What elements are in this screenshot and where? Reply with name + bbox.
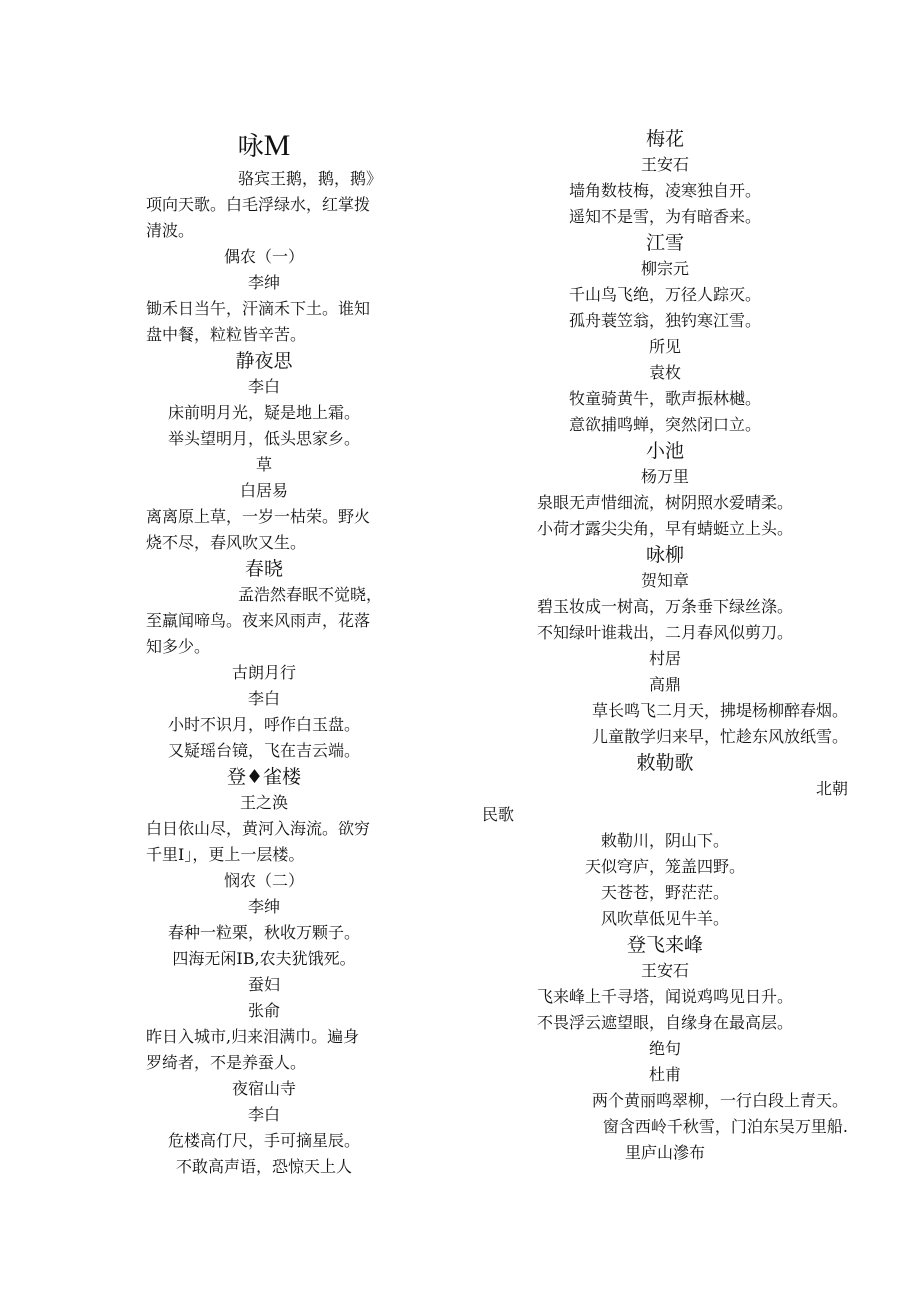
poem-author: 北朝 — [815, 779, 848, 798]
poem-text-line: 床前明月光，疑是地上霜。 — [167, 403, 360, 422]
poem-title: 绝句 — [648, 1039, 681, 1058]
poem-text-line: 敕勒川，阴山下。 — [600, 831, 729, 850]
poem-text-line: 四海无闲IB,农夫犹饿死。 — [172, 949, 356, 968]
poem-title: 村居 — [648, 649, 681, 668]
poem-title: 蚕妇 — [247, 975, 280, 994]
poem-author: 王安石 — [640, 961, 689, 980]
poem-text-line: 危楼高仃尺，手可摘星辰。 — [167, 1131, 360, 1150]
poem-title: 登♦雀楼 — [226, 766, 302, 788]
poem-text-line: 飞来峰上千寻塔，闻说鸡鸣见日升。 — [536, 987, 793, 1006]
poem-title: 小池 — [645, 440, 684, 462]
poem-author: 杨万里 — [640, 467, 689, 486]
poem-text-line: 千里I」，更上一层楼。 — [146, 845, 305, 864]
poem-text-line: 至羸闻啼鸟。夜来风雨声，花落 — [146, 611, 371, 630]
poem-text-line: 不敢高声语，恐惊天上人 — [175, 1157, 352, 1176]
poem-text-line: 牧童骑黄牛，歌声振林樾。 — [568, 389, 761, 408]
poem-author: 李白 — [247, 377, 280, 396]
poem-byline: 骆宾王鹅，鹅，鹅》 — [237, 169, 382, 188]
poem-author: 贺知章 — [640, 571, 689, 590]
poem-text-line: 白日依山尽，黄河入海流。欲穷 — [146, 819, 371, 838]
poem-title: 江雪 — [645, 232, 684, 254]
poem-text-line: 春种一粒栗，秋收万颗子。 — [167, 923, 360, 942]
poem-text-line: 碧玉妆成一树高，万条垂下绿丝涤。 — [536, 597, 793, 616]
poem-title: 登飞来峰 — [626, 934, 703, 956]
poem-text-line: 举头望明月，低头思家乡。 — [167, 429, 360, 448]
poem-text-line: 项向天歌。白毛浮绿水，红掌拨 — [146, 195, 371, 214]
poem-text-line: 知多少。 — [146, 637, 211, 656]
poem-text-line: 窗含西岭千秋雪，门泊东吴万里船. — [602, 1117, 848, 1136]
poem-title: 悯农（二） — [223, 871, 304, 890]
poem-author: 李白 — [247, 689, 280, 708]
poem-text-line: 天似穹庐，笼盖四野。 — [584, 857, 745, 876]
poem-title: 敕勒歌 — [636, 752, 694, 774]
poem-text-line: 小荷才露尖尖角，早有蜻蜓立上头。 — [536, 519, 793, 538]
poem-title: 偶农（一） — [223, 247, 304, 266]
poem-author: 李白 — [247, 1105, 280, 1124]
poem-title: 所见 — [648, 337, 681, 356]
poem-title: 古朗月行 — [231, 663, 296, 682]
poem-text-line: 风吹草低见牛羊。 — [600, 909, 729, 928]
poem-author: 张俞 — [247, 1001, 280, 1020]
poem-byline: 孟浩然春眠不觉晓， — [237, 585, 382, 604]
poem-text-line: 昨日入城市,归来泪满巾。遍身 — [146, 1027, 360, 1046]
poem-title: 梅花 — [645, 128, 684, 150]
poem-text-line: 儿童散学归来早，忙趁东风放纸雪。 — [591, 727, 848, 746]
poem-author: 李绅 — [247, 273, 280, 292]
poem-title: 里庐山滲布 — [624, 1143, 705, 1162]
poem-text-line: 两个黄丽鸣翠柳，一行白段上青天。 — [591, 1091, 848, 1110]
poem-title: 春晓 — [244, 558, 283, 580]
poem-text-line: 草长鸣飞二月天，拂堤杨柳醉春烟。 — [591, 701, 848, 720]
poem-text-line: 又疑瑶台镜，飞在吉云端。 — [167, 741, 360, 760]
poem-text-line: 小时不识月，呼作白玉盘。 — [167, 715, 360, 734]
poem-title: 咏柳 — [645, 544, 684, 566]
poem-title: 草 — [255, 455, 272, 474]
poem-text-line: 离离原上草，一岁一枯荣。野火 — [146, 507, 371, 526]
poem-author: 袁枚 — [648, 363, 681, 382]
poem-author: 柳宗元 — [640, 259, 689, 278]
poem-title: 夜宿山寺 — [231, 1079, 296, 1098]
poem-author: 王之涣 — [239, 793, 288, 812]
poem-text-line: 遥知不是雪，为有暗香来。 — [568, 207, 761, 226]
poem-text-line: 不知绿叶谁栽出，二月春风似剪刀。 — [536, 623, 793, 642]
left-column — [146, 126, 382, 1178]
poem-text-line: 墙角数枝梅，凌寒独自开。 — [568, 181, 761, 200]
poem-text-line: 盘中餐，粒粒皆辛苦。 — [146, 325, 307, 344]
poem-title-yong-e: 咏M — [237, 129, 291, 162]
poem-author: 白居易 — [239, 481, 288, 500]
poem-text-line: 千山鸟飞绝，万径人踪灭。 — [568, 285, 761, 304]
poem-text-line: 烧不尽，春风吹又生。 — [146, 533, 307, 552]
poem-title: 静夜思 — [235, 350, 293, 372]
poem-text-line: 不畏浮云遮望眼，自缘身在最高层。 — [536, 1013, 793, 1032]
poem-text-line: 意欲捕鸣蝉，突然闭口立。 — [568, 415, 761, 434]
poem-text-line: 锄禾日当午，汗滴禾下土。谁知 — [146, 299, 371, 318]
poem-author: 民歌 — [482, 805, 515, 824]
poem-author: 王安石 — [640, 155, 689, 174]
poem-author: 李绅 — [247, 897, 280, 916]
poem-author: 杜甫 — [648, 1065, 681, 1084]
poem-text-line: 泉眼无声惜细流，树阴照水爱晴柔。 — [536, 493, 793, 512]
poem-author: 高鼎 — [648, 675, 681, 694]
poem-text-line: 天苍苍，野茫茫。 — [600, 883, 729, 902]
poem-text-line: 罗绮者，不是养蚕人。 — [146, 1053, 307, 1072]
right-column — [482, 126, 848, 1166]
poem-text-line: 孤舟蓑笠翁，独钓寒江雪。 — [568, 311, 761, 330]
poem-text-line: 清波。 — [146, 221, 195, 240]
